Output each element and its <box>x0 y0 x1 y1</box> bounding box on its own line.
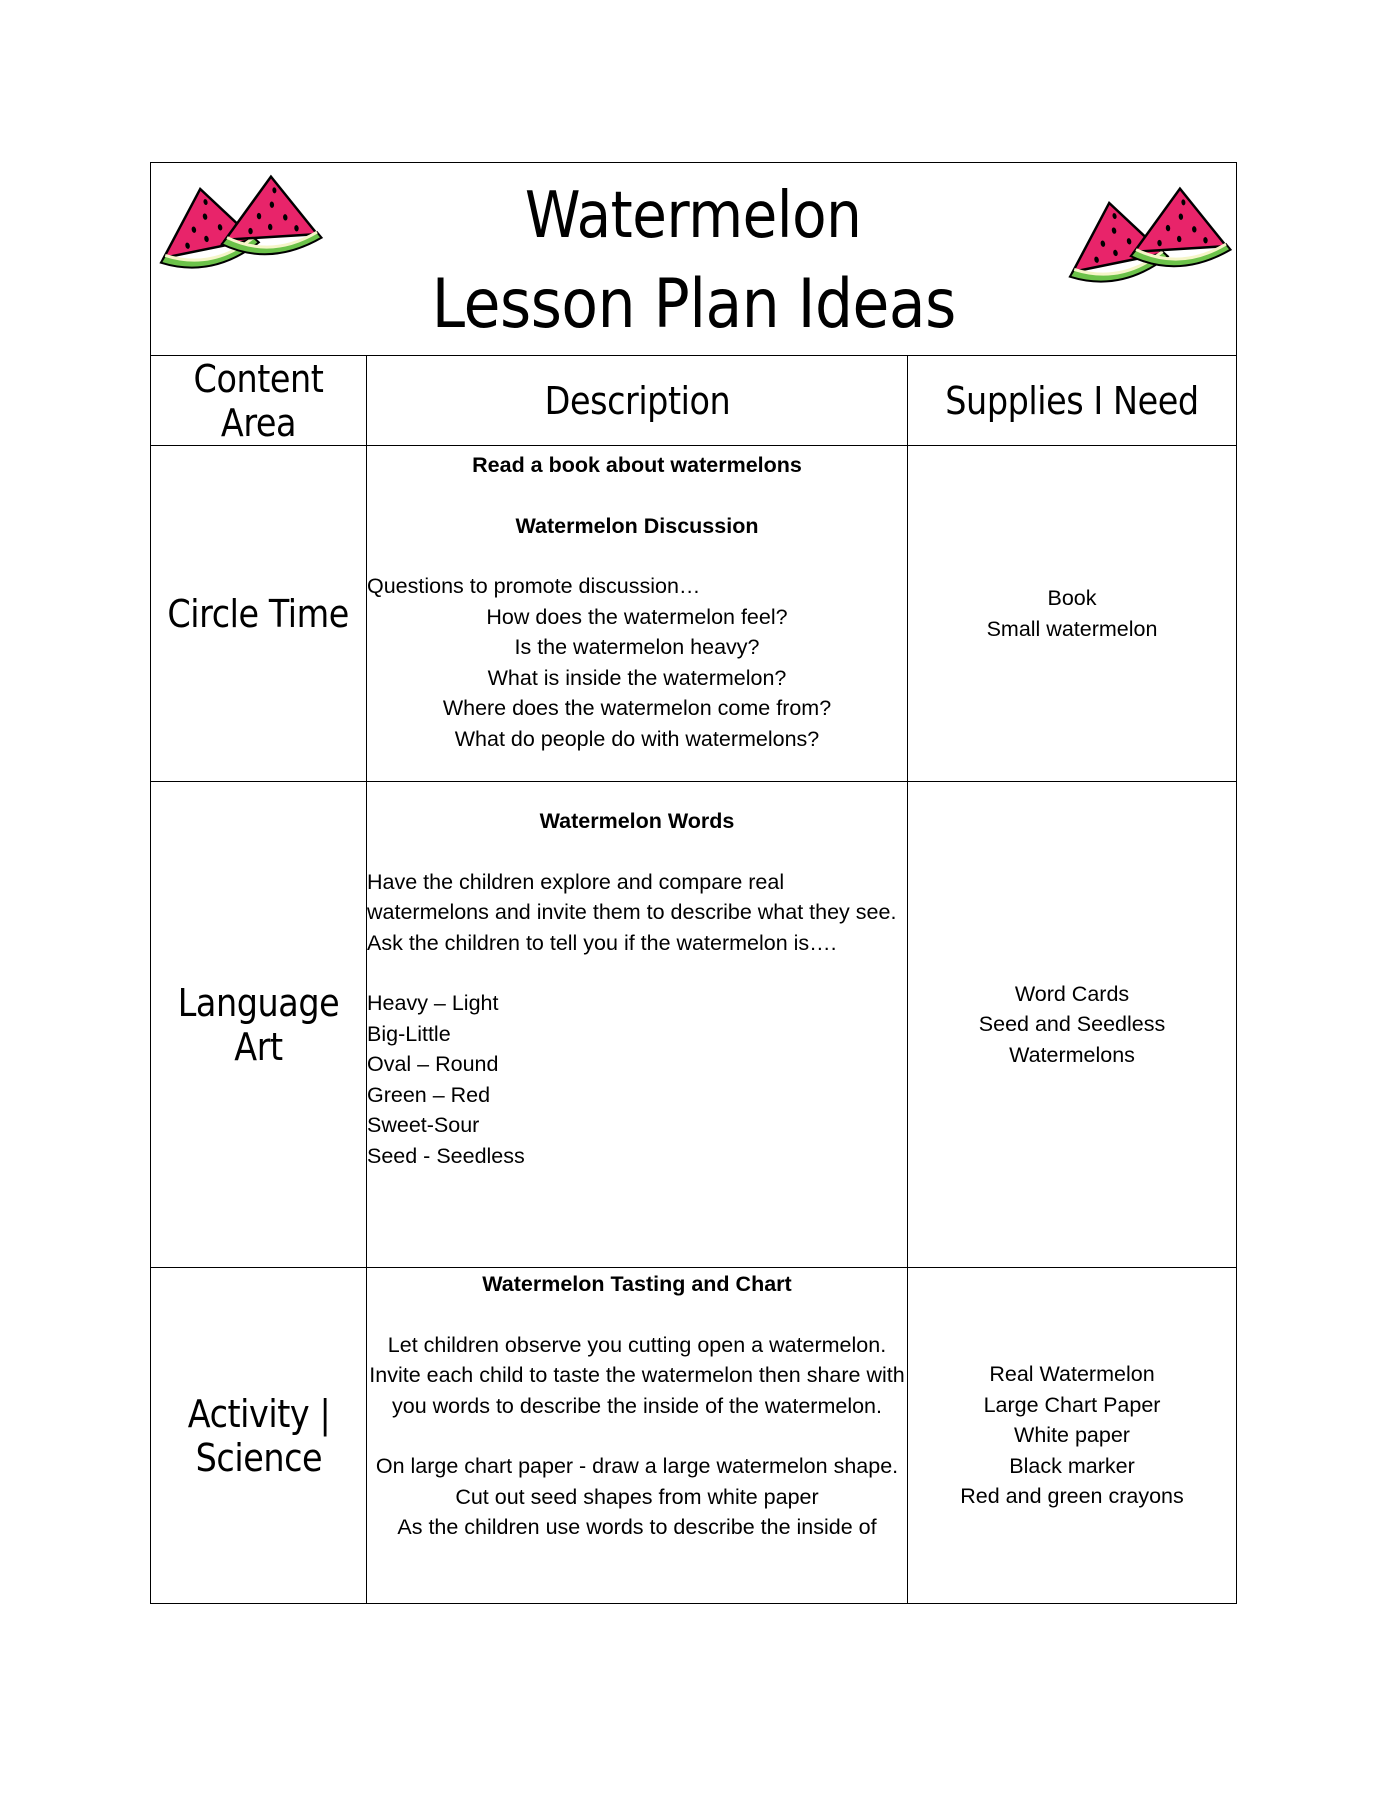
word-pair: Green – Red <box>367 1082 491 1107</box>
question: How does the watermelon feel? <box>486 604 788 629</box>
word-pair: Oval – Round <box>367 1052 499 1076</box>
question: What is inside the watermelon? <box>487 665 787 690</box>
supplies-cell: Book Small watermelon <box>908 446 1237 782</box>
description-cell: Watermelon Tasting and Chart Let children observe you cutting open a watermelon. Invite each child to taste the watermelon then share with you words to describe the inside of the watermelon. On large chart paper - draw a large watermelon shape. Cut out seed shapes from white paper As the children use words to describe the inside of <box>367 1268 908 1604</box>
watermelon-slices-icon <box>1063 175 1233 291</box>
lesson-plan-table <box>150 162 1237 1604</box>
word-pair: Heavy – Light <box>367 991 499 1015</box>
description-cell: Watermelon Words Have the children explore and compare real watermelons and invite them to describe what they see. Ask the children to tell you if the watermelon is…. Heavy – Light Big-Little Oval – Round Green – Red Sweet-Sour Seed - Seedless <box>367 782 908 1268</box>
content-area-cell: Activity | Science <box>151 1268 367 1604</box>
page-title-line2: Lesson Plan Ideas <box>431 265 956 344</box>
table-row <box>151 1268 1237 1604</box>
question: Where does the watermelon come from? <box>442 696 832 720</box>
question: What do people do with watermelons? <box>454 726 820 751</box>
header-description: Description <box>367 356 908 446</box>
page-title-line1: Watermelon <box>525 179 862 253</box>
description-cell: Read a book about watermelons Watermelon Discussion Questions to promote discussion… How does the watermelon feel? Is the watermelon heavy? What is inside the watermelon? Where does the watermelon come from? What do people do with watermelons? <box>367 446 908 782</box>
question: Is the watermelon heavy? <box>514 635 760 659</box>
word-pair: Sweet-Sour <box>367 1113 480 1137</box>
header-supplies: Supplies I Need <box>908 356 1237 446</box>
content-area-cell: Circle Time <box>151 446 367 782</box>
table-row <box>151 446 1237 782</box>
word-pair: Seed - Seedless <box>367 1143 525 1168</box>
header-content-area: Content Area <box>151 356 367 446</box>
watermelon-slices-icon <box>154 167 324 283</box>
lesson-plan-sheet <box>150 162 1236 1608</box>
table-row <box>151 782 1237 1268</box>
supplies-cell: Real Watermelon Large Chart Paper White paper Black marker Red and green crayons <box>908 1268 1237 1604</box>
supplies-cell: Word Cards Seed and Seedless Watermelons <box>908 782 1237 1268</box>
content-area-cell: Language Art <box>151 782 367 1268</box>
word-pair: Big-Little <box>367 1021 451 1046</box>
title-cell <box>151 163 1237 356</box>
